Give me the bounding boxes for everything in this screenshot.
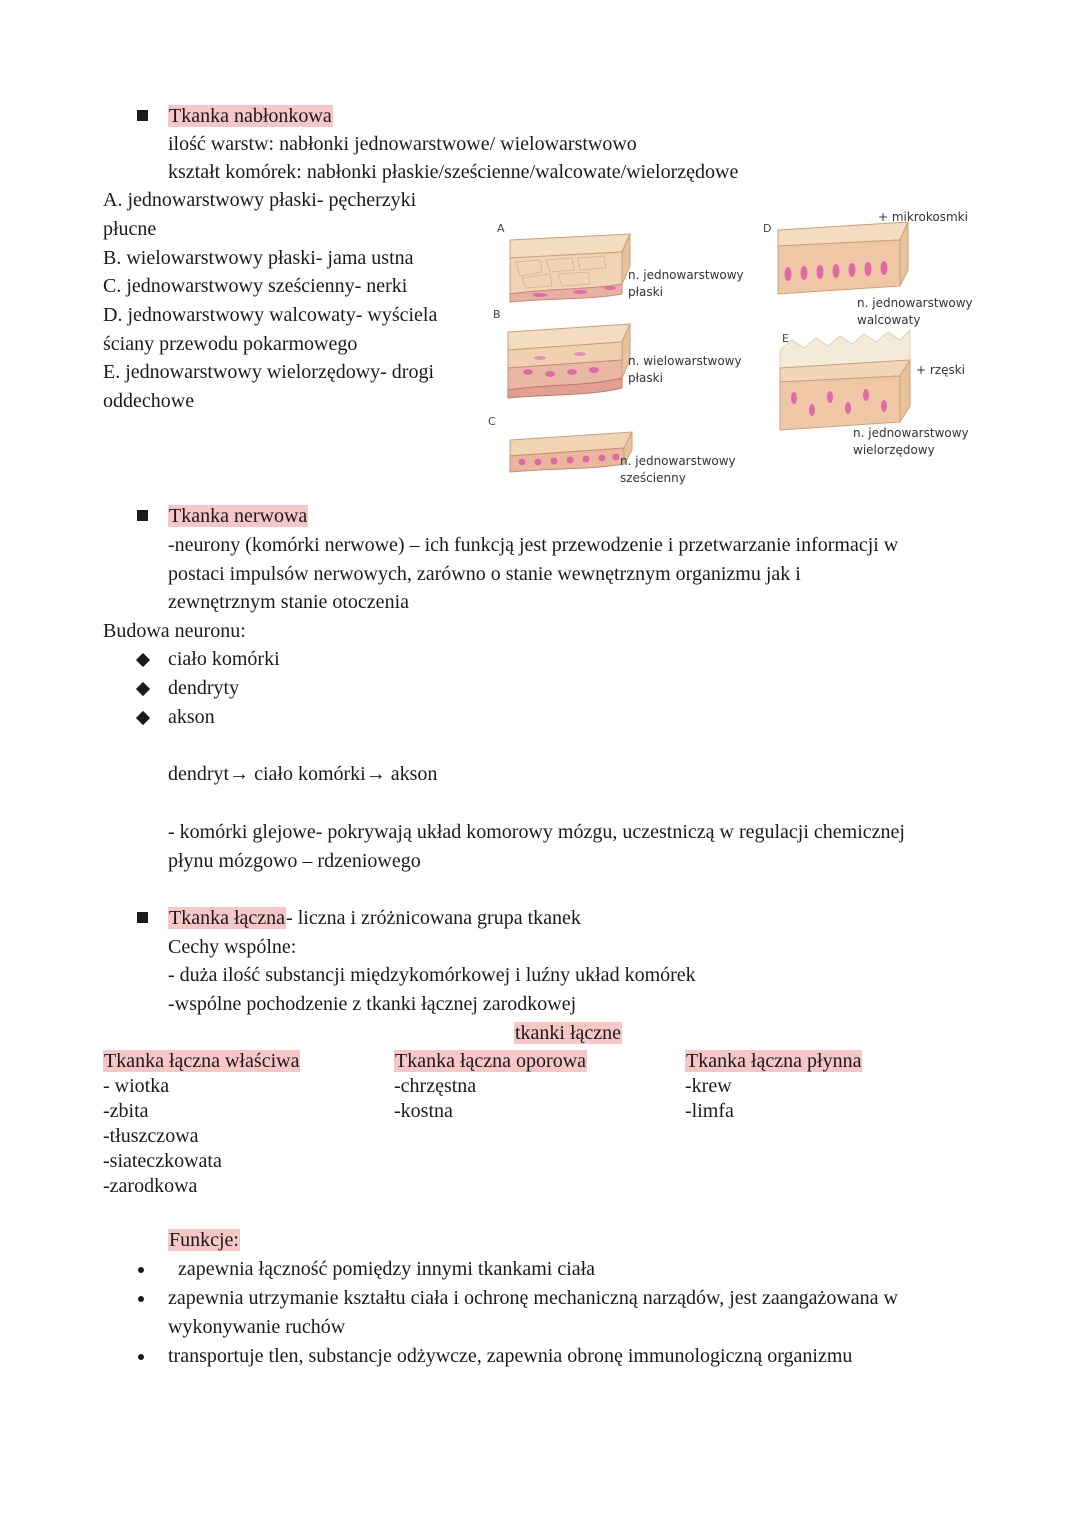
figure-label-line: n. jednowarstwowy [853, 426, 969, 440]
nervous-para-line: zewnętrznym stanie otoczenia [168, 591, 409, 613]
epithelium-b-drawing [508, 324, 630, 398]
neuron-part: dendryty [168, 677, 240, 699]
connective-center-label: tkanki łączne [515, 1022, 622, 1044]
figure-label-line: płaski [628, 371, 663, 385]
connective-common-line: -wspólne pochodzenie z tkanki łącznej zarodkowej [168, 993, 577, 1015]
neuron-part: akson [168, 706, 215, 728]
figure-label-line: płaski [628, 285, 663, 299]
epithelial-list-line: oddechowe [103, 390, 195, 412]
connective-column-item: -kostna [394, 1100, 453, 1122]
connective-common-title: Cechy wspólne: [168, 936, 297, 958]
bullet-dot-icon [138, 1296, 144, 1302]
epithelial-list-line: E. jednowarstwowy wielorzędowy- drogi [103, 361, 435, 383]
bullet-diamond-icon [136, 711, 150, 725]
figure-label-d [857, 295, 973, 329]
figure-label-line: n. wielowarstwowy [628, 354, 742, 368]
epithelial-heading: Tkanka nabłonkowa [169, 105, 332, 127]
figure-letter-d: D [763, 222, 772, 235]
figure-label-line: n. jednowarstwowy [628, 268, 744, 282]
connective-column-item: -zarodkowa [103, 1175, 198, 1197]
connective-heading: Tkanka łączna- liczna i zróżnicowana grupa tkanek [169, 907, 581, 929]
figure-label-line: wielorzędowy [853, 443, 935, 457]
nervous-heading: Tkanka nerwowa [169, 505, 308, 527]
figure-label-line: n. jednowarstwowy [857, 296, 973, 310]
connective-column-title: Tkanka łączna właściwa [104, 1050, 300, 1072]
bullet-dot-icon [138, 1354, 144, 1360]
glia-line: płynu mózgowo – rdzeniowego [168, 850, 421, 872]
figure-label-a [628, 267, 744, 301]
nervous-para-line: postaci impulsów nerwowych, zarówno o stanie wewnętrznym organizmu jak i [168, 563, 801, 585]
epithelium-d-drawing [778, 222, 908, 294]
figure-label-line: n. jednowarstwowy [620, 454, 736, 468]
functions-title: Funkcje: [169, 1229, 239, 1251]
epithelial-list-line: płucne [103, 218, 157, 240]
bullet-square-icon [137, 912, 148, 923]
epithelial-list-line: ściany przewodu pokarmowego [103, 333, 358, 355]
epithelial-layers-text: ilość warstw: nabłonki jednowarstwowe/ wielowarstwowo [168, 133, 637, 155]
figure-letter-b: B [493, 308, 501, 321]
connective-column-item: - wiotka [103, 1075, 170, 1097]
neuron-structure-title: Budowa neuronu: [103, 620, 246, 642]
epithelial-shape-text: kształt komórek: nabłonki płaskie/sześcienne/walcowate/wielorzędowe [168, 161, 739, 183]
function-line: zapewnia łączność pomiędzy innymi tkankami ciała [178, 1258, 596, 1280]
figure-extra-d: + mikrokosmki [878, 210, 968, 224]
figure-label-line: walcowaty [857, 313, 921, 327]
connective-column-title: Tkanka łączna płynna [686, 1050, 862, 1072]
figure-label-e [853, 425, 969, 459]
connective-column-item: -tłuszczowa [103, 1125, 199, 1147]
bullet-square-icon [137, 110, 148, 121]
function-line: zapewnia utrzymanie kształtu ciała i ochronę mechaniczną narządów, jest zaangażowana w [168, 1287, 898, 1309]
figure-letter-c: C [488, 415, 496, 428]
epithelium-figure [480, 200, 990, 495]
connective-common-line: - duża ilość substancji międzykomórkowej i luźny układ komórek [168, 964, 696, 986]
epithelium-c-drawing [510, 432, 632, 472]
connective-column-item: -zbita [103, 1100, 149, 1122]
figure-label-c [620, 453, 736, 487]
glia-line: - komórki glejowe- pokrywają układ komorowy mózgu, uczestniczą w regulacji chemicznej [168, 821, 905, 843]
function-line: wykonywanie ruchów [168, 1316, 346, 1338]
figure-letter-a: A [497, 222, 505, 235]
connective-column-item: -chrzęstna [394, 1075, 477, 1097]
neuron-flow: dendryt→ ciało komórki→ akson [168, 763, 438, 785]
function-line: transportuje tlen, substancje odżywcze, zapewnia obronę immunologiczną organizmu [168, 1345, 853, 1367]
epithelium-e-drawing [780, 330, 910, 430]
bullet-square-icon [137, 510, 148, 521]
epithelial-list-line: B. wielowarstwowy płaski- jama ustna [103, 247, 414, 269]
epithelial-list-line: A. jednowarstwowy płaski- pęcherzyki [103, 189, 417, 211]
bullet-diamond-icon [136, 682, 150, 696]
figure-label-b [628, 353, 742, 387]
nervous-para-line: -neurony (komórki nerwowe) – ich funkcją jest przewodzenie i przetwarzanie informacji w [168, 534, 899, 556]
figure-extra-e: + rzęski [916, 363, 966, 377]
epithelium-a-drawing [510, 234, 630, 302]
bullet-dot-icon [138, 1267, 144, 1273]
connective-column-title: Tkanka łączna oporowa [395, 1050, 587, 1072]
figure-label-line: sześcienny [620, 471, 686, 485]
connective-column-item: -siateczkowata [103, 1150, 222, 1172]
connective-column-item: -limfa [685, 1100, 734, 1122]
bullet-diamond-icon [136, 653, 150, 667]
neuron-part: ciało komórki [168, 648, 280, 670]
connective-column-item: -krew [685, 1075, 732, 1097]
epithelial-list-line: C. jednowarstwowy sześcienny- nerki [103, 275, 408, 297]
epithelial-list-line: D. jednowarstwowy walcowaty- wyściela [103, 304, 438, 326]
figure-letter-e: E [782, 332, 789, 345]
